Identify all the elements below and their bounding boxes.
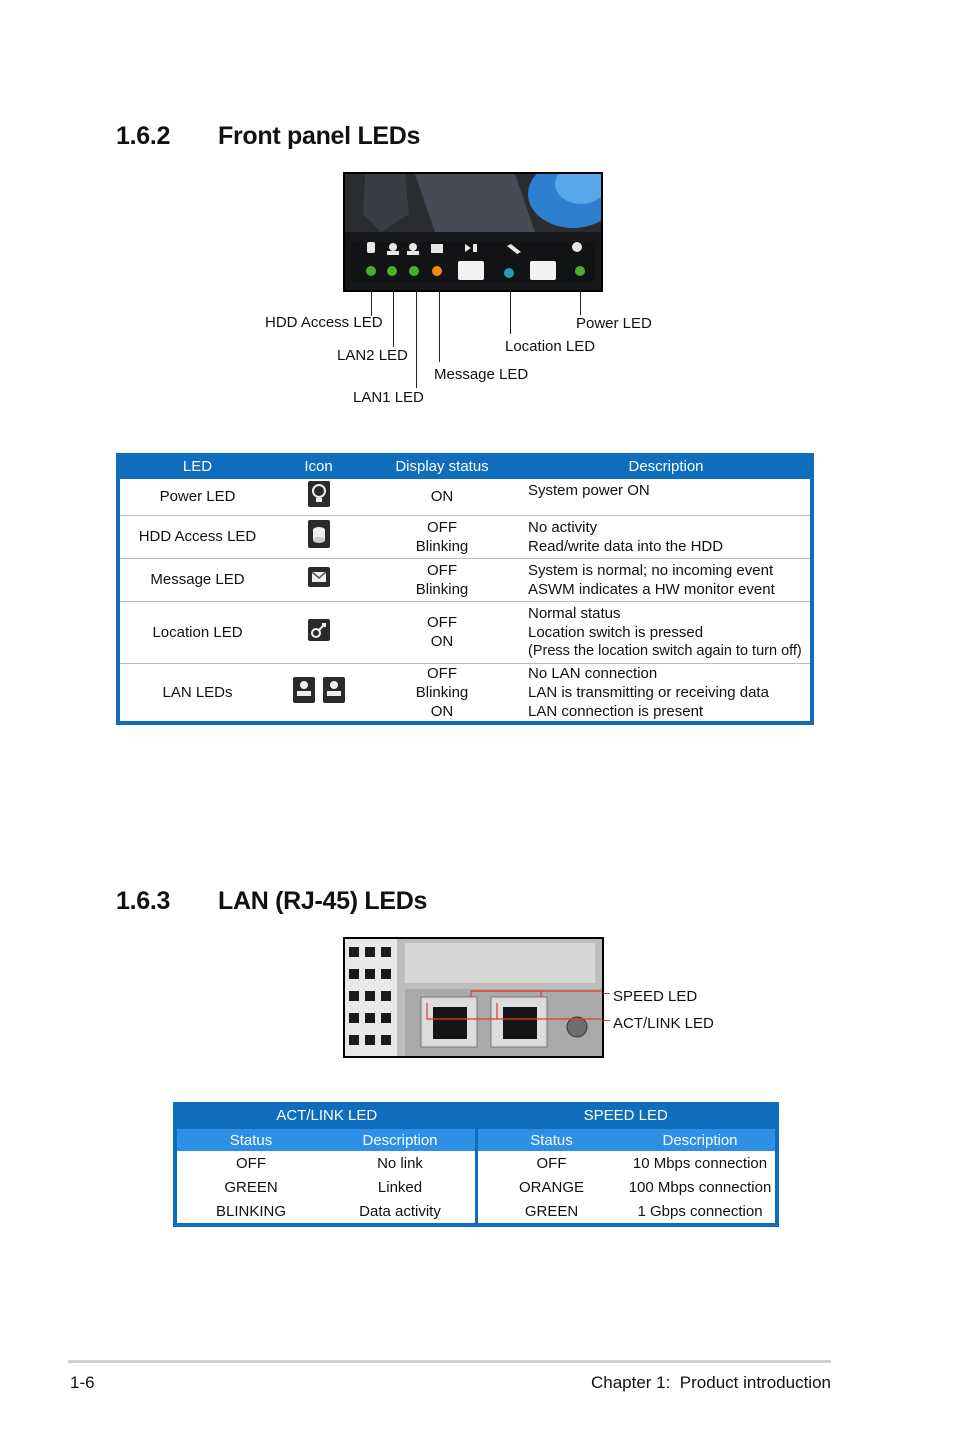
callout-line-lan2 (393, 290, 394, 347)
callout-line-lan1 (416, 290, 417, 388)
cell-description: 100 Mbps connection (628, 1178, 772, 1196)
status-line: Blinking (415, 683, 469, 701)
callout-line-message (439, 290, 440, 362)
display-status (362, 479, 522, 515)
group-header-act-link: ACT/LINK LED (175, 1102, 477, 1129)
description-line: (Press the location switch again to turn off) (528, 642, 802, 659)
status-line: ON (430, 633, 454, 650)
table-row (118, 601, 812, 663)
table-group-header-row (175, 1102, 777, 1129)
status-line: OFF (427, 561, 457, 579)
callout-line-power (580, 290, 581, 315)
subheader-status: Status (477, 1129, 626, 1151)
callout-line-location (510, 290, 511, 334)
section-number: 1.6.3 (116, 887, 171, 915)
cell-description: 1 Gbps connection (637, 1202, 763, 1220)
callout-location-led: Location LED (505, 338, 596, 355)
callout-speed-led: SPEED LED (613, 988, 698, 1005)
callout-line-hdd (371, 290, 372, 316)
chapter-title: Chapter 1: Product introduction (590, 1373, 831, 1392)
hdd-icon (275, 515, 362, 558)
table-row (118, 515, 812, 558)
cell-description: Linked (377, 1178, 423, 1196)
section-title: LAN (RJ-45) LEDs (218, 887, 428, 915)
led-name: Message LED (118, 558, 275, 601)
cell-description: No link (377, 1154, 423, 1172)
description (522, 479, 812, 515)
description-line: Normal status (528, 604, 621, 622)
display-status (362, 601, 522, 663)
led-name: LAN LEDs (162, 683, 233, 701)
section-heading-lan-leds (116, 887, 427, 916)
cell-description: Data activity (359, 1202, 441, 1220)
status-line: OFF (427, 614, 457, 631)
callout-message-led: Message LED (434, 366, 529, 383)
table-row (118, 558, 812, 601)
header-description: Description (522, 453, 812, 479)
lan-led-table (173, 1102, 779, 1227)
lightbulb-icon (275, 479, 362, 515)
led-name: HDD Access LED (118, 515, 275, 558)
section-title: Front panel LEDs (218, 122, 421, 150)
description-line: LAN is transmitting or receiving data (528, 683, 769, 701)
front-panel-drawing (345, 174, 601, 290)
subheader-description: Description (325, 1129, 477, 1151)
led-name: Power LED (118, 479, 275, 515)
table-subheader-row (175, 1129, 777, 1151)
table-row (175, 1175, 777, 1199)
description-line: LAN connection is present (528, 702, 704, 720)
header-display-status: Display status (362, 453, 522, 479)
status-line: ON (430, 702, 454, 720)
table-row (175, 1151, 777, 1175)
callout-line-actlink (603, 1020, 610, 1021)
front-panel-photo (343, 172, 603, 292)
description-line: Location switch is pressed (528, 623, 704, 641)
cell-description: 10 Mbps connection (632, 1154, 768, 1172)
description (522, 558, 812, 601)
callout-lan2-led: LAN2 LED (337, 347, 408, 364)
cell-status: ORANGE (477, 1175, 626, 1199)
section-number: 1.6.2 (116, 122, 171, 150)
description-line: ASWM indicates a HW monitor event (528, 580, 775, 598)
description-line: System is normal; no incoming event (528, 561, 774, 579)
status-line: ON (430, 488, 454, 506)
description-line: No LAN connection (528, 664, 658, 682)
header-led: LED (118, 453, 275, 479)
status-line: OFF (427, 664, 457, 682)
table-row (175, 1199, 777, 1225)
lan-port-drawing (345, 939, 602, 1056)
cell-status: GREEN (477, 1199, 626, 1225)
location-icon (275, 601, 362, 663)
display-status (362, 663, 522, 723)
network-icon (275, 663, 362, 723)
header-icon: Icon (275, 453, 362, 479)
subheader-description: Description (625, 1129, 777, 1151)
table-row (118, 479, 812, 515)
description-line: No activity (528, 518, 598, 536)
description (522, 601, 812, 663)
cell-status: OFF (236, 1154, 266, 1172)
cell-status: BLINKING (215, 1202, 287, 1220)
cell-status: OFF (477, 1151, 626, 1175)
description (522, 663, 812, 723)
status-line: Blinking (415, 580, 469, 598)
envelope-icon (275, 558, 362, 601)
display-status (362, 558, 522, 601)
description-line: System power ON (528, 482, 650, 499)
description-line: Read/write data into the HDD (528, 537, 724, 555)
subheader-status: Status (175, 1129, 325, 1151)
section-heading-front-panel (116, 122, 420, 151)
callout-act-link-led: ACT/LINK LED (613, 1015, 714, 1032)
status-line: OFF (427, 518, 457, 536)
display-status (362, 515, 522, 558)
page-number: 1-6 (70, 1373, 95, 1392)
led-name: Location LED (118, 601, 275, 663)
table-row (118, 663, 812, 723)
callout-hdd-access-led: HDD Access LED (265, 314, 383, 331)
footer-divider (68, 1360, 831, 1363)
status-line: Blinking (415, 537, 469, 555)
callout-lan1-led: LAN1 LED (353, 389, 424, 406)
description (522, 515, 812, 558)
cell-status: GREEN (224, 1178, 278, 1196)
lan-port-photo (343, 937, 604, 1058)
callout-power-led: Power LED (576, 315, 652, 332)
table-header-row (118, 453, 812, 479)
front-panel-led-table (116, 453, 814, 725)
group-header-speed: SPEED LED (477, 1102, 778, 1129)
callout-line-speed (603, 993, 610, 994)
